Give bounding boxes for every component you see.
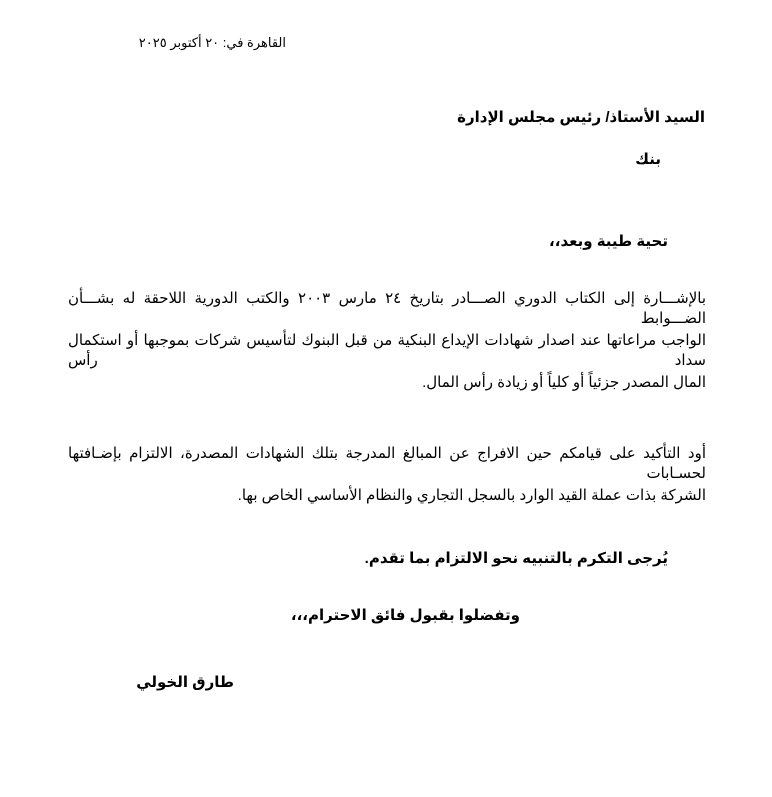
recipient-title: السيد الأستاذ/ رئيس مجلس الإدارة bbox=[457, 109, 705, 126]
recipient-bank: بنك bbox=[635, 151, 661, 168]
paragraph-1-line-2: الواجب مراعاتها عند اصدار شهادات الإيداع البنكية من قبل البنوك لتأسيس شركات بموجبها أو استكمال سداد رأس bbox=[68, 332, 706, 369]
signature-name: طارق الخولي bbox=[136, 674, 234, 691]
date-line: القاهرة في: ٢٠ أكتوبر ٢٠٢٥ bbox=[138, 35, 286, 50]
paragraph-1-line-1: بالإشـــارة إلى الكتاب الدوري الصـــادر بتاريخ ٢٤ مارس ٢٠٠٣ والكتب الدورية اللاحقة له بشـــأن الضـــوابط bbox=[68, 290, 707, 327]
closing-line: وتفضلوا بقبول فائق الاحترام،،، bbox=[290, 607, 520, 624]
paragraph-2-line-1: أود التأكيد على قيامكم حين الافراج عن المبالغ المدرجة بتلك الشهادات المصدرة، الالتزام بإضـافتها لحسـابات bbox=[68, 445, 706, 482]
greeting: تحية طيبة وبعد،، bbox=[549, 233, 668, 250]
request-line: يُرجى التكرم بالتنبيه نحو الالتزام بما تقدم. bbox=[364, 550, 668, 567]
paragraph-1-line-3: المال المصدر جزئياً أو كلياً أو زيادة رأس المال. bbox=[422, 374, 706, 391]
paragraph-2-line-2: الشركة بذات عملة القيد الوارد بالسجل التجاري والنظام الأساسي الخاص بها. bbox=[237, 487, 706, 504]
